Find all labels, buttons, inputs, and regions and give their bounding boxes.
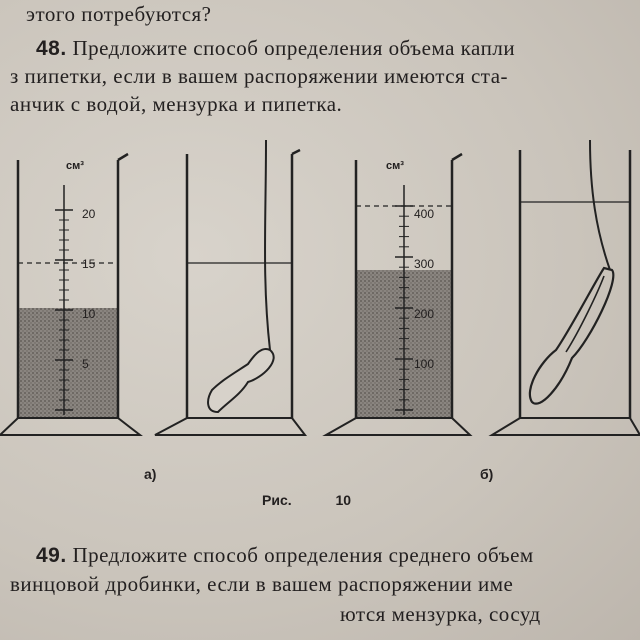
figure-10 <box>0 140 640 450</box>
cylinder-a-left <box>0 154 140 435</box>
unit-label-a: см³ <box>66 160 84 172</box>
caption-word: Рис. <box>262 492 292 508</box>
tick-label: 20 <box>82 207 96 221</box>
pipette-bulb-b <box>530 268 613 404</box>
tick-label: 100 <box>414 357 435 371</box>
label-b: б) <box>480 466 494 482</box>
tick-label: 300 <box>414 257 435 271</box>
tick-label: 15 <box>82 257 96 271</box>
unit-label-b: см³ <box>386 160 404 172</box>
problem-48-number: 48. <box>36 37 67 60</box>
tick-label: 400 <box>414 207 435 221</box>
figure-caption <box>262 492 351 508</box>
label-a: а) <box>144 466 157 482</box>
water-fill <box>18 308 118 418</box>
problem-48-line-3: анчик с водой, мензурка и пипетка. <box>10 92 343 116</box>
pipette-tube <box>265 140 270 350</box>
pipette-tube-b <box>590 140 610 270</box>
tick-label: 200 <box>414 307 435 321</box>
problem-49-number: 49. <box>36 544 67 567</box>
tick-label: 10 <box>82 307 96 321</box>
caption-number: 10 <box>335 492 352 508</box>
problem-48-line-1: 48. Предложите способ определения объема капли <box>36 36 516 60</box>
problem-49-line-1: 49. Предложите способ определения среднего объем <box>36 543 534 567</box>
tick-label: 5 <box>82 357 89 371</box>
problem-48-line-2: з пипетки, если в вашем распоряжении имеются ста- <box>10 64 509 88</box>
text-line-0: этого потребуются? <box>26 2 212 26</box>
cylinder-b-left <box>326 154 470 435</box>
problem-49-line-2: винцовой дробинки, если в вашем распоряжении име <box>10 572 514 596</box>
cylinder-a-right <box>155 140 305 435</box>
problem-49-line-3: ются мензурка, сосуд <box>340 602 541 626</box>
pipette-bulb <box>208 349 274 412</box>
cylinder-b-right <box>492 140 640 435</box>
